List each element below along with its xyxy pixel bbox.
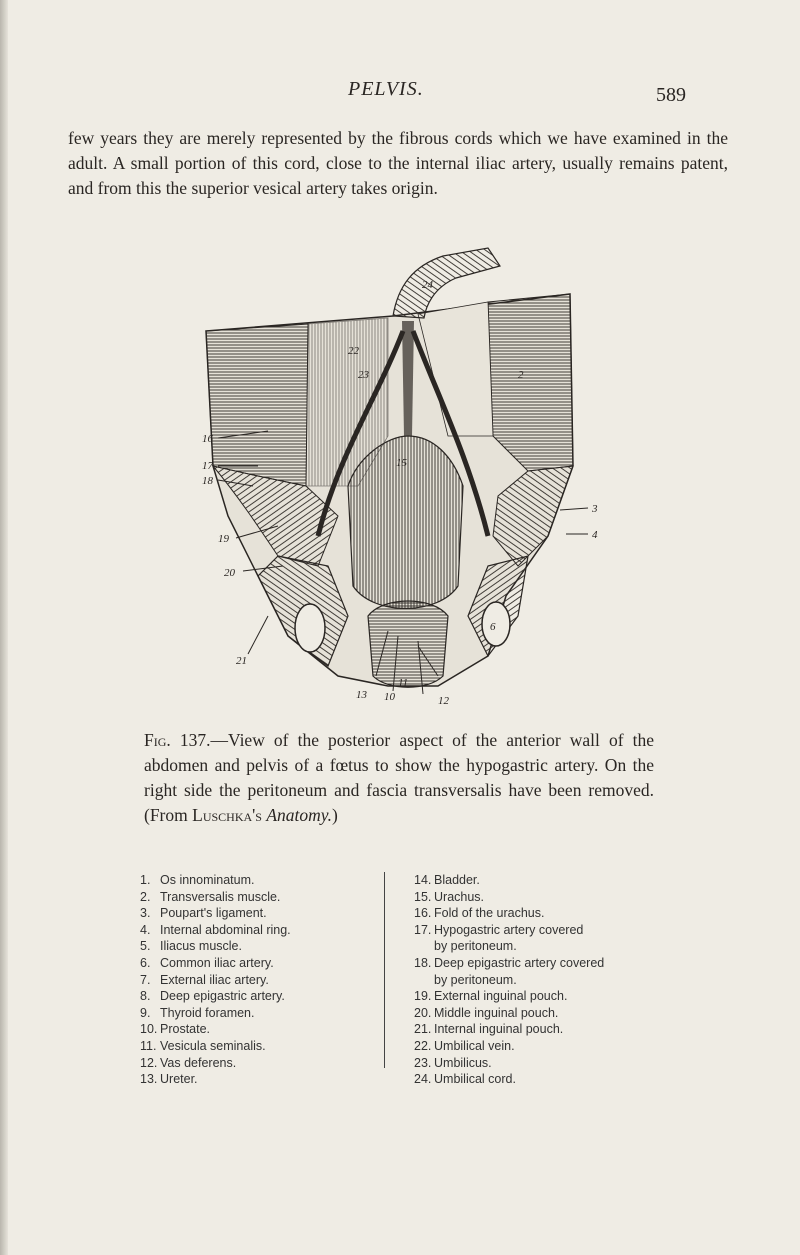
legend-column-left	[140, 872, 370, 1088]
legend-item: 14. Bladder.	[414, 873, 480, 887]
legend-item: 21. Internal inguinal pouch.	[414, 1022, 564, 1037]
legend-item: 24. Umbilical cord.	[414, 1072, 516, 1087]
fig-label-24: 24	[422, 279, 433, 291]
caption-citation-title: Anatomy.	[266, 805, 332, 825]
legend-item: 16. Fold of the urachus.	[414, 906, 545, 921]
legend-item: 22. Umbilical vein.	[414, 1038, 515, 1053]
legend-item: 15. Urachus.	[414, 889, 485, 904]
caption-text: —View of the posterior aspect of the anterior wall of the abdomen and pelvis of a fœtus to show the hypogastric artery. On the right side the peritoneum and fascia transversalis have been removed. (From	[144, 730, 654, 825]
legend-item: 18. Deep epigastric artery covered	[414, 955, 605, 970]
page-number: 589	[656, 84, 686, 106]
legend-item: 11. Vesicula seminalis.	[140, 1038, 266, 1053]
fig-label-3: 3	[592, 503, 598, 515]
legend-item: 1. Os innominatum.	[140, 873, 255, 887]
legend-item: 6. Common iliac artery.	[140, 955, 274, 970]
fig-label-22: 22	[348, 345, 359, 357]
legend-item: 8. Deep epigastric artery.	[140, 989, 285, 1004]
legend-item: 9. Thyroid foramen.	[140, 1005, 255, 1020]
fig-label-12: 12	[438, 695, 449, 707]
fig-label-19: 19	[218, 533, 229, 545]
fig-label-23: 23	[358, 369, 369, 381]
fig-label-18: 18	[202, 475, 213, 487]
legend-item: 7. External iliac artery.	[140, 972, 269, 987]
caption-citation-close: )	[331, 805, 338, 825]
fig-label-4: 4	[592, 529, 598, 541]
fig-label-17: 17	[202, 460, 213, 472]
legend-item: 3. Poupart's ligament.	[140, 906, 267, 921]
fig-label-6: 6	[490, 621, 496, 633]
legend-item: 19. External inguinal pouch.	[414, 989, 568, 1004]
fig-label-2: 2	[518, 369, 524, 381]
legend-item: by peritoneum.	[434, 972, 517, 987]
fig-label-10: 10	[384, 691, 395, 703]
legend-item: 5. Iliacus muscle.	[140, 939, 242, 954]
anatomical-figure	[188, 236, 628, 716]
legend-item: 2. Transversalis muscle.	[140, 889, 281, 904]
fig-label-20: 20	[224, 567, 235, 579]
page-header	[0, 78, 800, 118]
intro-paragraph: few years they are merely represented by the fibrous cords which we have examined in the adult. A small portion of this cord, close to the internal iliac artery, usually remains patent, and from this the superior vesical artery takes origin.	[68, 128, 728, 198]
fig-label-15: 15	[396, 457, 407, 469]
fig-label-21: 21	[236, 655, 247, 667]
legend-item: 10. Prostate.	[140, 1022, 211, 1037]
fig-label-16: 16	[202, 433, 213, 445]
legend-item: by peritoneum.	[434, 939, 517, 954]
figure-legend	[140, 872, 660, 1087]
fig-label-13: 13	[356, 689, 367, 701]
running-title: PELVIS.	[348, 78, 424, 100]
page-binding-edge	[0, 0, 8, 1255]
legend-item: 20. Middle inguinal pouch.	[414, 1005, 559, 1020]
legend-item: 23. Umbilicus.	[414, 1055, 492, 1070]
fig-label-11: 11	[398, 677, 409, 689]
figure-illustration	[188, 236, 628, 716]
legend-column-right	[414, 872, 664, 1088]
caption-citation-author: Luschka's	[192, 805, 262, 825]
legend-item: 12. Vas deferens.	[140, 1055, 237, 1070]
legend-item: 17. Hypogastric artery covered	[414, 922, 584, 937]
figure-number: Fig. 137.	[144, 730, 211, 750]
legend-item: 13. Ureter.	[140, 1072, 198, 1087]
figure-caption	[144, 728, 654, 828]
legend-divider	[384, 872, 385, 1068]
legend-item: 4. Internal abdominal ring.	[140, 922, 291, 937]
